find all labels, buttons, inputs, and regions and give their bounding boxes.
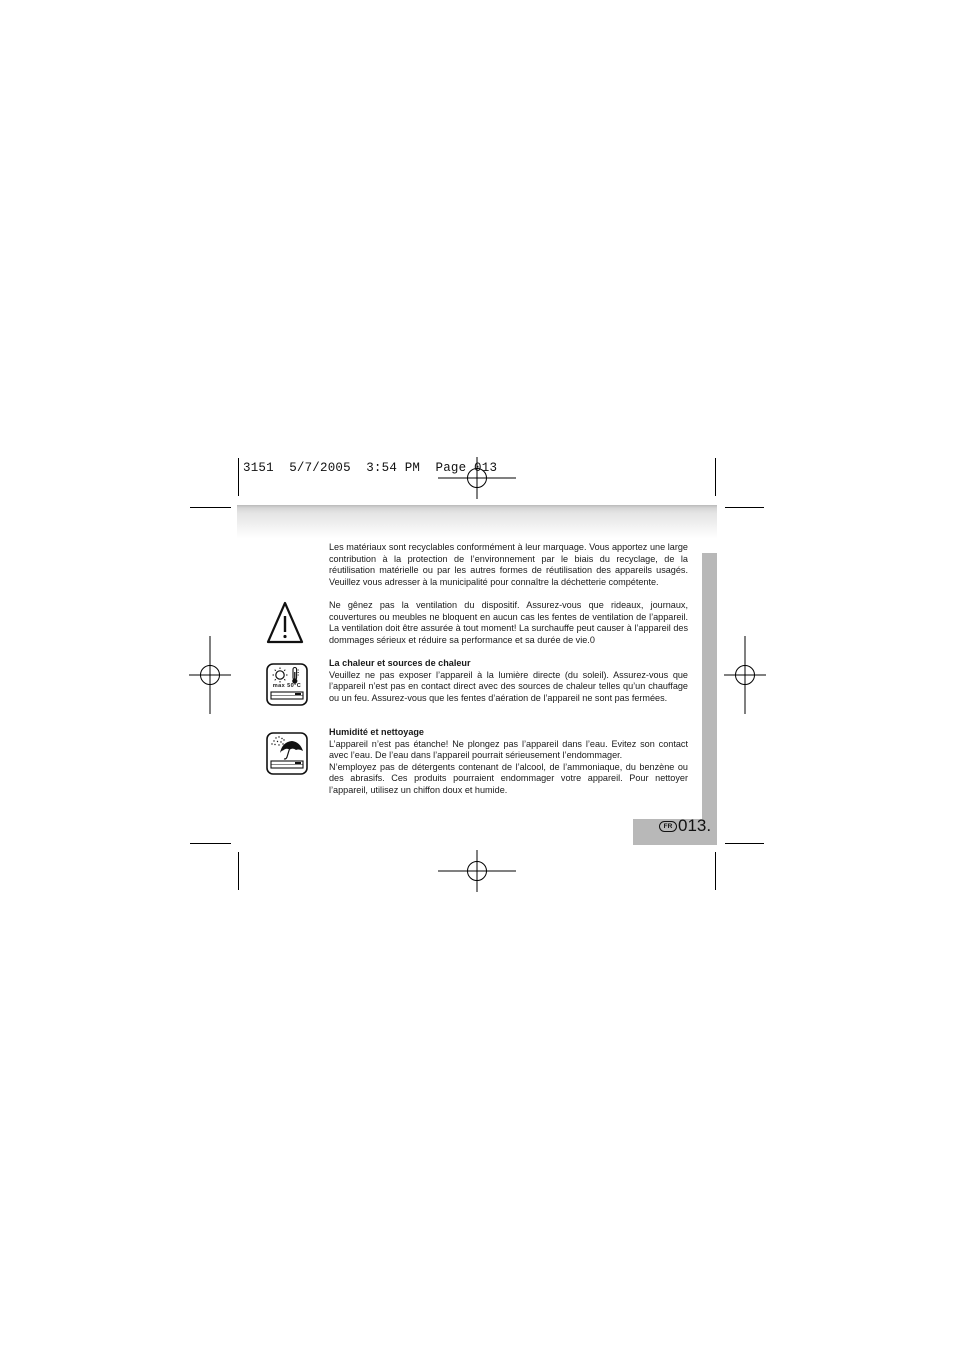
side-tab [702,553,717,819]
registration-mark-bottom [438,850,516,892]
crop-mark-top-right-h [725,507,764,508]
heat-text: Veuillez ne pas exposer l’appareil à la lumière directe (du soleil). Assurez-vous que l’appareil n’est pas en contact direct avec des sources de chaleur telles qu’un chauffage ou un feu. Assurez-vous que les fentes d’aération de l’appareil ne sont pas fermées. [329,669,688,703]
crop-mark-bottom-left-h [190,843,231,844]
ventilation-text: Ne gênez pas la ventilation du dispositif. Assurez-vous que rideaux, journaux, couvertures ou meubles ne bloquent en aucun cas les fentes de ventilation de l’appareil. La ventilation doit être assurée à tout moment! La surchauffe peut causer à l’appareil des dommages sérieux et réduire sa performance et sa durée de vie.0 [329,600,688,645]
recycling-section [329,542,688,588]
recycling-text: Les matériaux sont recyclables conformément à leur marquage. Vous apportez une large contribution à la protection de l’environnement par le biais du recyclage, de la réutilisation matérielle ou par les autres formes de réutilisation des appareils usagés. Veuillez vous adresser à la municipalité pour connaître la déchetterie compétente. [329,542,688,587]
max-temperature-icon [266,663,308,706]
header-band [237,505,717,539]
crop-mark-top-right-v [715,458,716,496]
crop-mark-bottom-right-h [725,843,764,844]
page-number: 013. [678,816,712,835]
humidity-section [329,727,688,797]
crop-mark-top-left-h [190,507,231,508]
heat-heading: La chaleur et sources de chaleur [329,658,471,668]
registration-mark-right [724,636,766,714]
heat-section [329,658,688,704]
warning-triangle-icon [266,601,304,644]
crop-mark-bottom-right-v [715,852,716,890]
humidity-icon [266,732,308,775]
crop-mark-bottom-left-v [238,852,239,890]
print-stamp: 3151 5/7/2005 3:54 PM Page 013 [243,461,498,475]
humidity-heading: Humidité et nettoyage [329,727,424,737]
max-temperature-label: max 50°C [272,683,302,689]
ventilation-section [329,600,688,646]
humidity-text-1: L’appareil n’est pas étanche! Ne plongez pas l’appareil dans l’eau. Evitez son contact avec l’eau. De l’eau dans l’appareil pourrait sérieusement l’endommager. [329,738,688,761]
crop-mark-top-left-v [238,458,239,496]
humidity-text-2: N’employez pas de détergents contenant de l’alcool, de l’ammoniaque, du benzène ou des abrasifs. Ces produits pourraient endommager votre appareil. Pour nettoyer l’appareil, utilisez un chiffon doux et humide. [329,761,688,795]
registration-mark-left [189,636,231,714]
language-badge: FR [659,821,677,832]
